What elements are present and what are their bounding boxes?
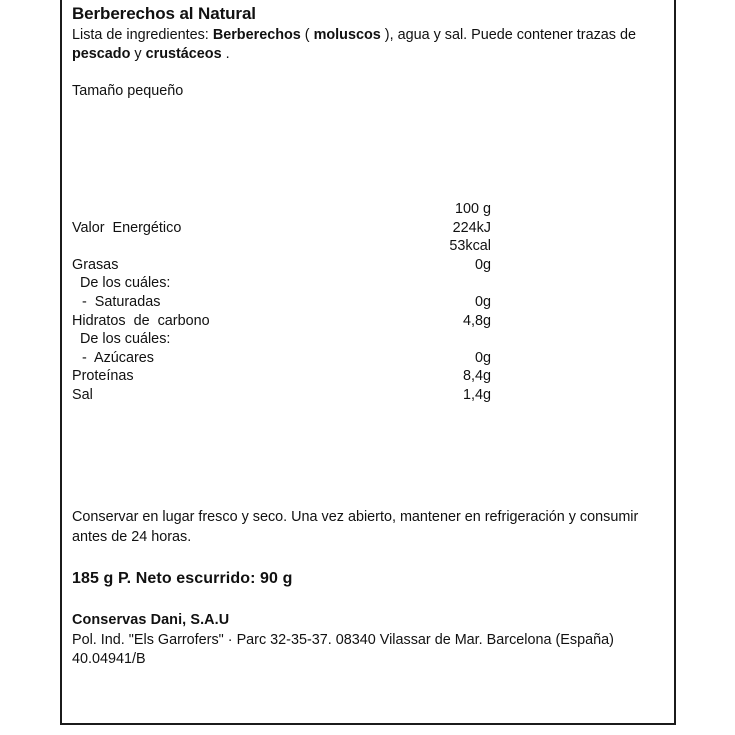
- ingredients-list: [72, 26, 657, 64]
- nutrition-row-label: - Azúcares: [82, 349, 154, 366]
- nutrition-row-value: [371, 330, 497, 349]
- product-label-panel: [60, 0, 676, 725]
- nutrition-row-label: De los cuáles:: [80, 331, 171, 348]
- allergen-crustaceos: crustáceos: [145, 46, 222, 62]
- nutrition-row-label: [72, 237, 371, 256]
- nutrition-row: [72, 293, 497, 312]
- nutrition-row-label: De los cuáles:: [80, 275, 171, 292]
- company-name: Conservas Dani, S.A.U: [72, 612, 230, 628]
- size-note: Tamaño pequeño: [72, 83, 184, 99]
- nutrition-header-label-cell: [72, 200, 371, 219]
- nutrition-row-value: 53kcal: [449, 238, 491, 255]
- nutrition-row: [72, 237, 497, 256]
- manufacturer-block: [72, 611, 662, 670]
- nutrition-row: [72, 312, 497, 331]
- nutrition-row: [72, 330, 497, 349]
- ingredient-main: Berberechos: [212, 27, 301, 43]
- allergen-moluscos: moluscos: [313, 27, 381, 43]
- net-weight-text: 185 g P. Neto escurrido: 90 g: [72, 570, 293, 587]
- nutrition-row: [72, 219, 497, 238]
- nutrition-row: [72, 386, 497, 405]
- paren-close: ): [380, 27, 390, 43]
- nutrition-header-row: [72, 200, 497, 219]
- nutrition-row-value: 0g: [474, 256, 491, 273]
- page-title: Berberechos al Natural: [72, 4, 256, 23]
- nutrition-column-header: 100 g: [454, 201, 491, 217]
- nutrition-row: [72, 349, 497, 368]
- nutrition-row-label: Valor Energético: [72, 219, 182, 236]
- nutrition-table: [72, 200, 497, 405]
- ingredients-prefix-label: Lista de ingredientes:: [72, 27, 213, 43]
- label-content: [72, 4, 666, 64]
- nutrition-row: [72, 274, 497, 293]
- ingredients-suffix: .: [221, 46, 230, 62]
- nutrition-row: [72, 256, 497, 275]
- nutrition-row-label: Proteínas: [72, 368, 134, 385]
- nutrition-row-label: - Saturadas: [82, 293, 161, 310]
- paren-open: (: [300, 27, 314, 43]
- company-address: Pol. Ind. "Els Garrofers" · Parc 32-35-37. 08340 Vilassar de Mar. Barcelona (España): [72, 631, 614, 648]
- nutrition-row-value: 0g: [474, 349, 491, 366]
- nutrition-row-label: Grasas: [72, 256, 119, 273]
- ingredients-middle-text: , agua y sal. Puede contener trazas de: [389, 27, 636, 43]
- nutrition-row-value: [371, 274, 497, 293]
- allergen-pescado: pescado: [72, 46, 131, 62]
- storage-instructions: Conservar en lugar fresco y seco. Una vez abierto, mantener en refrigeración y consumir antes de 24 horas.: [72, 509, 639, 545]
- nutrition-row-label: Sal: [72, 386, 93, 403]
- nutrition-row-value: 224kJ: [452, 219, 491, 236]
- registration-code: 40.04941/B: [72, 651, 146, 667]
- nutrition-row-value: 0g: [474, 293, 491, 310]
- nutrition-row-value: 4,8g: [462, 312, 491, 329]
- nutrition-row-label: Hidratos de carbono: [72, 312, 210, 329]
- nutrition-table-body: [72, 200, 497, 405]
- nutrition-row-value: 1,4g: [462, 386, 491, 403]
- nutrition-row: [72, 367, 497, 386]
- nutrition-row-value: 8,4g: [462, 368, 491, 385]
- ingredients-conjunction: y: [130, 46, 146, 62]
